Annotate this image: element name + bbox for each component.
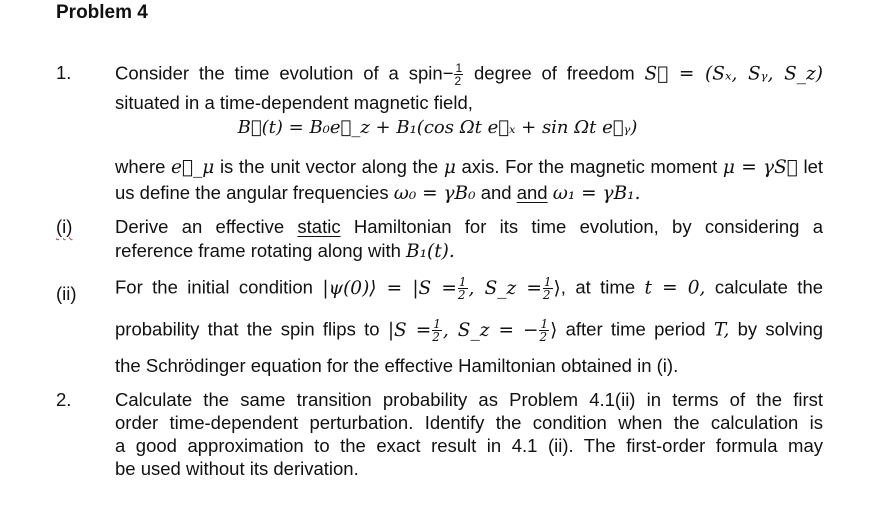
spin-fraction: $\frac{1}{2}$ — [454, 61, 463, 88]
item1-line2: situated in a time-dependent magnetic field, — [115, 92, 473, 113]
item-ii-line2: probability that the spin flips to |S = $\frac{1}{2}$ , S_z = − $\frac{1}{2}$ ⟩ after time period T, by solving — [115, 317, 824, 344]
item-number-i: (i) — [56, 216, 73, 237]
unit-vector-math: e⃗_μ — [171, 157, 215, 178]
item2-line1: Calculate the same transition probability as Problem 4.1(ii) in terms of the first — [115, 389, 823, 410]
item2-line3: a good approximation to the exact result in 4.1 (ii). The first-order formula may — [115, 435, 823, 456]
magnetic-field-equation: B⃗(t) = B₀e⃗_z + B₁(cos Ωt e⃗ₓ + sin Ωt e⃗ᵧ) — [237, 117, 638, 138]
item-number-2: 2. — [56, 389, 72, 410]
spin-vector-math: S⃗ = (Sₓ, Sᵧ, S_z) — [644, 63, 824, 85]
static-word: static — [297, 216, 341, 237]
item-ii-line3: the Schrödinger equation for the effective Hamiltonian obtained in (i). — [115, 355, 679, 376]
item-i-line1: Derive an effective static Hamiltonian for its time evolution, by considering a — [115, 216, 824, 237]
flipped-state-math: |S = $\frac{1}{2}$ , S_z = − $\frac{1}{2}$ ⟩ — [387, 317, 558, 344]
item1-line1-text: Consider the time evolution of a spin− — [115, 62, 454, 84]
item1-line3: where e⃗_μ is the unit vector along the μ axis. For the magnetic moment μ = γS⃗ let — [115, 156, 824, 178]
item2-line2: order time-dependent perturbation. Identify the condition when the calculation is — [115, 412, 823, 433]
duplicate-word-and: and — [516, 182, 548, 203]
item-i-line2: reference frame rotating along with B₁(t). — [115, 240, 455, 262]
initial-state-math: |ψ(0)⟩ = |S = $\frac{1}{2}$ , S_z = $\frac{1}{2}$ ⟩ — [322, 275, 561, 302]
magnetic-moment-math: μ = γS⃗ — [722, 157, 798, 178]
problem-title: Problem 4 — [56, 2, 148, 23]
omega1-math: ω₁ = γB₁. — [552, 183, 641, 204]
item-ii-line1: For the initial condition |ψ(0)⟩ = |S = $\frac{1}{2}$ , S_z = $\frac{1}{2}$ ⟩, at time t = 0, calculate the — [115, 275, 824, 302]
item1-line1 — [115, 62, 823, 87]
item-number-ii: (ii) — [56, 283, 77, 304]
item1-line1-after: degree of freedom — [474, 62, 635, 84]
item2-line4: be used without its derivation. — [115, 458, 359, 479]
omega0-math: ω₀ = γB₀ — [393, 183, 476, 204]
item-number-1: 1. — [56, 62, 72, 83]
item1-line4: us define the angular frequencies ω₀ = γB₀ and and ω₁ = γB₁. — [115, 182, 641, 204]
